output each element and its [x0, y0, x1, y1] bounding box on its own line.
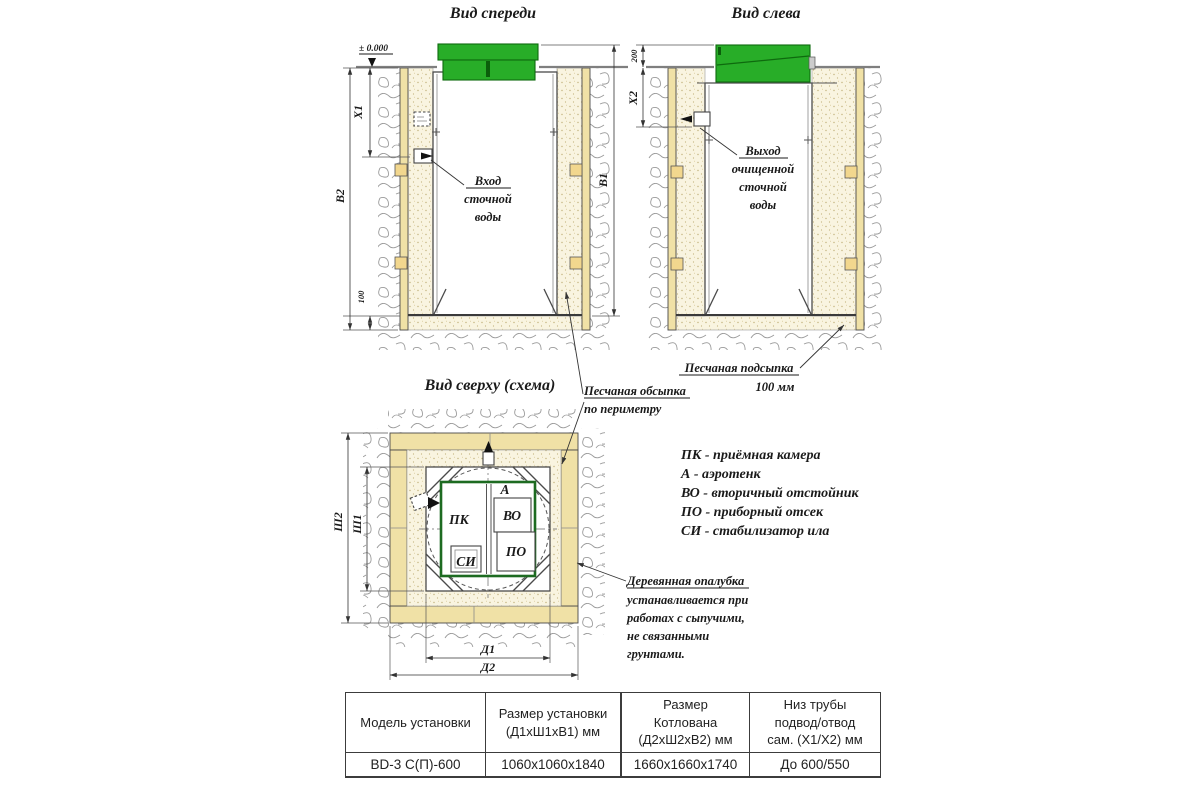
- left-lid-open: [716, 45, 815, 82]
- legend-item-pk: ПК - приёмная камера: [681, 448, 821, 463]
- cell-pit-size: [622, 753, 750, 776]
- front-formwork-plank-left: [400, 68, 408, 330]
- front-formwork-plank-right: [582, 68, 590, 330]
- formwork-note-line3: работах с сыпучими,: [627, 611, 745, 625]
- header-pipe-bottom: [750, 693, 880, 752]
- header-model-line: Модель установки: [360, 714, 471, 730]
- compartment-vo-label: ВО: [502, 508, 522, 523]
- formwork-note-line2: устанавливается при: [627, 593, 749, 607]
- front-sand-backfill-right: [557, 68, 582, 316]
- outlet-label-line1: Выход: [745, 144, 781, 158]
- dim-100-label: 100: [356, 290, 366, 304]
- front-sand-bedding: [400, 316, 590, 330]
- header-pit-size-line2: Котлована: [653, 714, 718, 730]
- legend-item-po: ПО - приборный отсек: [681, 505, 824, 520]
- top-tank-body: [441, 482, 535, 576]
- elevation-label: ± 0.000: [359, 44, 388, 54]
- dim-sh1-label: Ш1: [350, 514, 364, 534]
- dim-200-label: 200: [629, 49, 639, 63]
- header-pipe-bottom-line3: сам. (Х1/Х2) мм: [767, 732, 863, 748]
- outlet-label-line4: воды: [749, 198, 777, 212]
- formwork-note-line5: грунтами.: [627, 647, 685, 661]
- dim-x2-label: X2: [626, 90, 640, 106]
- front-view-title: Вид спереди: [449, 5, 537, 22]
- front-elevation-mark: [359, 44, 393, 67]
- dim-b2-label: В2: [333, 188, 347, 204]
- left-sand-backfill-right: [812, 68, 856, 316]
- dim-sh2-label: Ш2: [331, 512, 345, 532]
- inlet-label-line3: воды: [474, 210, 502, 224]
- formwork-note-line4: не связанными: [627, 629, 710, 643]
- compartment-a-label: А: [500, 482, 510, 497]
- header-unit-size-line2: (Д1хШ1хВ1) мм: [505, 723, 601, 739]
- model-value: BD-3 С(П)-600: [370, 756, 461, 772]
- left-sand-backfill-left: [676, 68, 705, 316]
- lid-latch-icon: [809, 57, 815, 69]
- lid-handle-icon: [486, 61, 490, 77]
- compartment-pk-label: ПК: [449, 512, 469, 527]
- header-pit-size-line3: (Д2хШ2хВ2) мм: [638, 732, 733, 748]
- dim-b1-label: В1: [596, 172, 610, 188]
- left-formwork-plank-right: [856, 68, 864, 330]
- left-view: [626, 5, 882, 394]
- header-pipe-bottom-line1: Низ трубы: [783, 697, 847, 713]
- header-pit-size-line1: Размер: [663, 697, 708, 713]
- compartment-po-label: ПО: [505, 544, 527, 559]
- bedding-label-line2: 100 мм: [755, 380, 795, 394]
- spec-table-header-row: [346, 693, 880, 753]
- pipe-bottom-value: До 600/550: [780, 756, 850, 772]
- compartment-si-label: СИ: [456, 554, 476, 569]
- outlet-label-line2: очищенной: [731, 162, 795, 176]
- header-unit-size-line1: Размер установки: [498, 706, 608, 721]
- left-sand-bedding: [668, 316, 864, 330]
- backfill-label-line2: по периметру: [584, 402, 662, 416]
- header-pipe-bottom-line2: подвод/отвод: [774, 714, 856, 730]
- cell-unit-size: [486, 753, 622, 776]
- top-view-title: Вид сверху (схема): [424, 377, 556, 394]
- dim-x1-label: X1: [351, 104, 365, 120]
- inlet-label-line2: сточной: [464, 192, 512, 206]
- legend-item-vo: ВО - вторичный отстойник: [681, 486, 859, 501]
- spec-table-data-row: [346, 753, 880, 776]
- cell-model: [346, 753, 486, 776]
- front-lid: [438, 44, 538, 80]
- unit-size-value: 1060х1060х1840: [501, 756, 605, 772]
- left-formwork-plank-left: [668, 68, 676, 330]
- legend-item-si: СИ - стабилизатор ила: [681, 524, 830, 539]
- legend: [680, 448, 859, 539]
- outlet-label-line3: сточной: [739, 180, 787, 194]
- left-view-title: Вид слева: [731, 5, 801, 22]
- bedding-label-line1: Песчаная подсыпка: [684, 361, 794, 375]
- header-model: [346, 693, 486, 752]
- dim-d1-label: Д1: [480, 642, 496, 656]
- header-pit-size: [622, 693, 750, 752]
- front-sand-backfill-left: [408, 68, 433, 316]
- header-unit-size: [486, 693, 622, 752]
- inlet-label-line1: Вход: [474, 174, 502, 188]
- backfill-label-line1: Песчаная обсыпка: [584, 384, 686, 398]
- spec-table: [345, 692, 881, 778]
- legend-item-a: А - аэротенк: [681, 467, 761, 482]
- formwork-note-line1: Деревянная опалубка: [627, 574, 745, 588]
- cell-pipe-bottom: [750, 753, 880, 776]
- elevation-arrow-icon: [368, 58, 376, 67]
- pit-size-value: 1660х1660х1740: [633, 756, 738, 772]
- dim-d2-label: Д2: [480, 660, 496, 674]
- front-view: [333, 5, 628, 350]
